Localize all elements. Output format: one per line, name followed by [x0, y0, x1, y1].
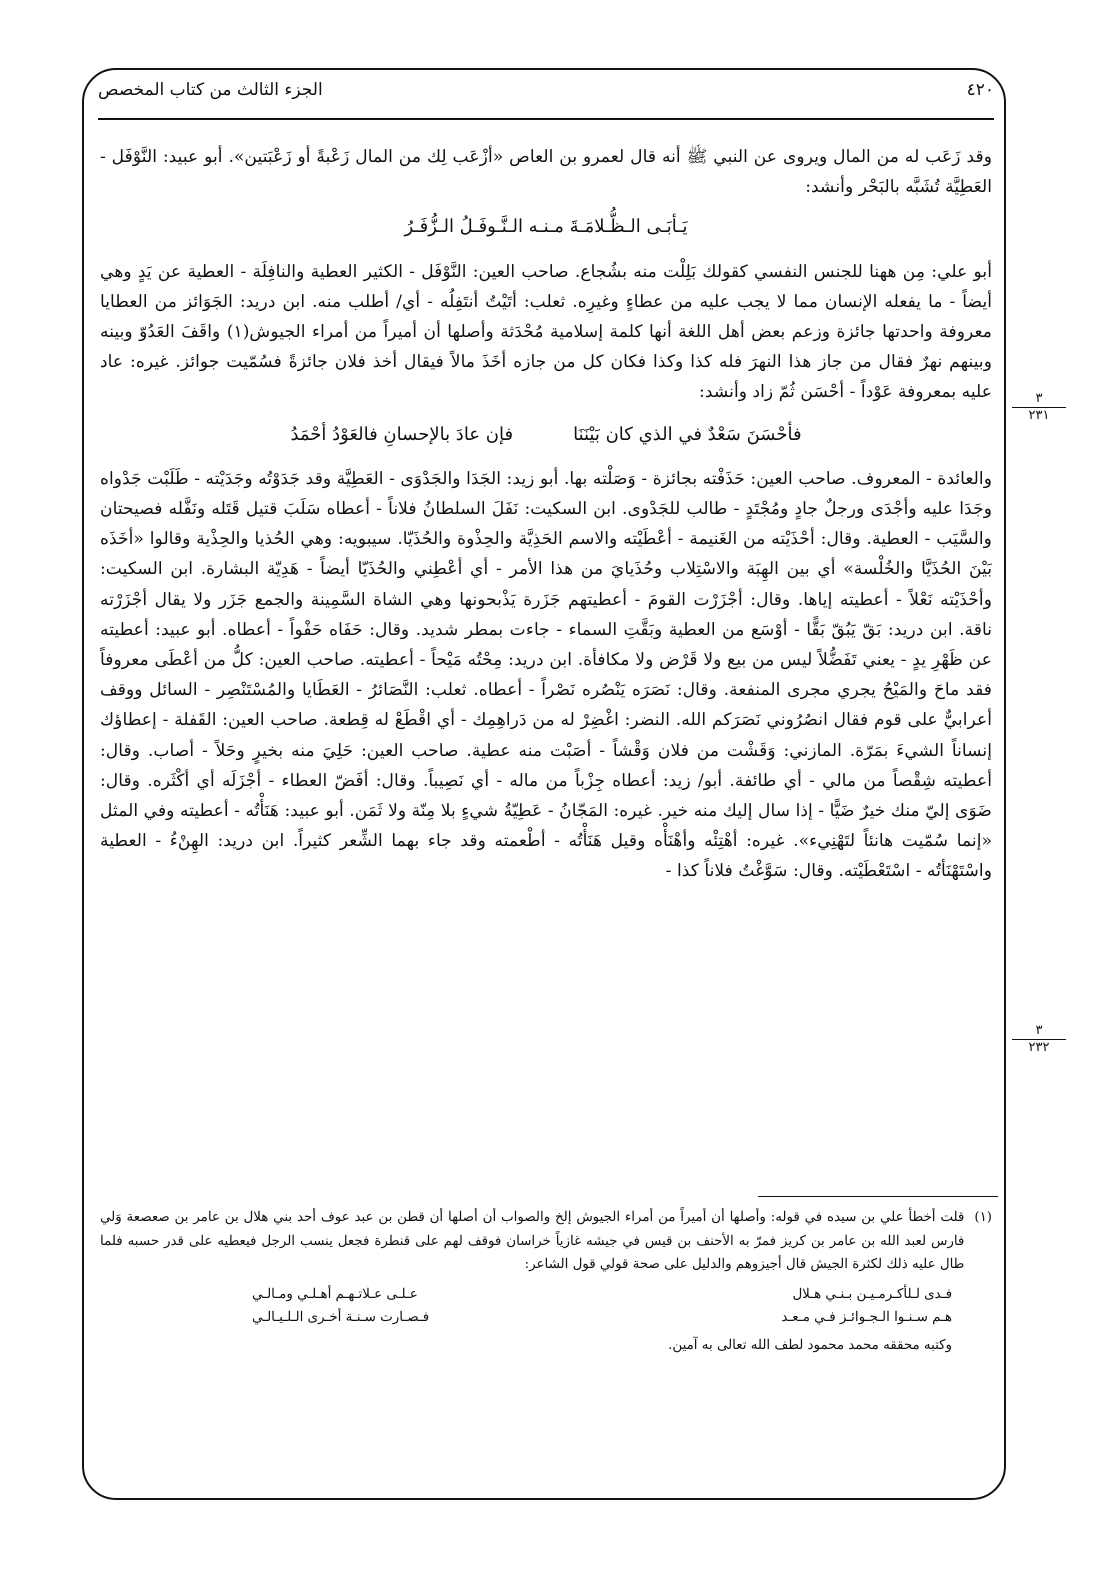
footnote-verse-line	[252, 1306, 952, 1330]
footnote-divider	[758, 1196, 998, 1197]
header-divider	[98, 118, 994, 120]
footnote-verses	[100, 1283, 992, 1330]
margin-note-part: ٣	[1012, 1024, 1066, 1040]
verse-couplet	[100, 420, 992, 450]
verse-line-1: يَـأبَـى الـظُّـلامَـةَ مـنـه الـنَّـوفَـلُ الـزُّفَـرُ	[404, 216, 688, 238]
running-header	[98, 80, 994, 112]
footnote-signature: وكتبه محققه محمد محمود لطف الله تعالى به آمين.	[668, 1337, 952, 1353]
page-number: ٤٢٠	[966, 80, 994, 100]
footnote-hemistich: هـم سـنـوا الـجـوائـز فـي مـعـد	[781, 1310, 952, 1325]
footnote-row	[100, 1206, 992, 1277]
footnote-verse-line	[252, 1283, 952, 1307]
paragraph-3: والعائدة - المعروف. صاحب العين: حَذَفْته بجائزة - وَصَلْته بها. أبو زيد: الجَدَا والجَدْوَى - العَطِيَّة وقد جَدَوْتُه وجَدَيْته - طَلَبْت جَدْواه وجَدَا عليه وأجْدَى ورجلٌ جادٍ ومُجْتَدٍ - طالب للجَدْوى. ابن السكيت: نَفَلَ السلطانُ فلاناً - أعطاه سَلَبَ قتيل قَتَله ونَفَّله فصيحتان والسَّيَب - العطية. وقال: أحْذَيْته من الغَنيمة - أعْطَيْته والاسم الحَذِيَّة والحِذْوة والحُذَيّا. سيبويه: وهي الحُذيا والحِذْية وقالوا «أخَذَه بَيْنَ الحُذَيَّا والخُلْسة» أي بين الهِبَة والاسْتِلاب وحُذَيايَ من هذا الأمر - أي أعْطِني والحُذَيّا أيضاً - هَدِيّة البشارة. ابن السكيت: وأحْذَيْته نَعْلاً - أعطيته إياها. وقال: أجْزَرْت القومَ - أعطيتهم جَزَرة يَذْبحونها وهي الشاة السَّمِينة والجمع جَزَر ولا يقال أجْزَرْته ناقة. ابن دريد: بَقّ يَبُقّ بَقًّا - أوْسَع من العطية وبَقَّتِ السماء - جاءت بمطر شديد. وقال: حَفَاه حَفْواً - أعطاه. أبو عبيد: أعطيته عن ظَهْرِ يدٍ - يعني تَفَضُّلاً ليس من بيع ولا قَرْض ولا مكافأة. ابن دريد: مِحْتُه مَيْحاً - أعطيته. صاحب العين: كلُّ من أعْطَى معروفاً فقد ماحَ والمَيْحُ يجري مجرى المنفعة. وقال: نَصَرَه يَنْصُره نَصْراً - أعطاه. ثعلب: النَّصَائرُ - العَطَايا والمُسْتَنْصِر - السائل ووقف أعرابيٌّ على قوم فقال انصُرُوني نَصَرَكم الله. النضر: اغْضِرْ له من دَراهِمِك - أي اقْطَعْ له قِطعة. صاحب العين: القَفلة - إعطاؤك إنساناً الشيءَ بمَرّة. المازني: وَقَشْت من فلان وَقْشاً - أصَبْت منه عطية. صاحب العين: حَلِيَ منه بخيرٍ وحَلاً - أصاب. وقال: أعطيته شِقْصاً من مالي - أي طائفة. أبو/ زيد: أعطاه جِزْباً من ماله - أي نَصِيباً. وقال: أفَضّ العطاء - أجْزَلَه أي أكْثَره. وقال: ضَوَى إليّ منك خيرٌ ضَيًّا - إذا سال إليك منه خير. غيره: المَجّانُ - عَطِيّةُ شيءٍ بلا مِنّة ولا ثَمَن. أبو عبيد: هَنَأْتُه - أعطيته وفي المثل «إنما سُمّيت هانئاً لتَهْنِيء». غيره: أهْتِئْه وأهْنَأْه وقيل هَنَأْتُه - أطْعمته وقد جاء بهما الشِّعر كثيراً. ابن دريد: الهِنْءُ - العطية واسْتَهْنَأتُه - اسْتَعْطَيْته. وقال: سَوَّغْتُ فلاناً كذا -	[100, 468, 992, 882]
margin-note-232	[1012, 1024, 1066, 1055]
margin-note-page: ٢٣١	[1028, 408, 1050, 423]
footnote-text: قلت أخطأ علي بن سيده في قوله: وأصلها أن أميراً من أمراء الجيوش إلخ والصواب أن أصلها أن قطن بن عبد عوف أحد بني هلال بن عامر بن صعصعة وَلي فارس لعبد الله بن عامر بن كريز فمرّ به الأحنف بن قيس في جيشه غازياً خراسان فوقف لهم على قنطرة فجعل ينسب الرجل فيعطيه على قدر حسبه فلما طال عليه ذلك لكثرة الجيش قال أجيزوهم والدليل على صحة قولي قول الشاعر:	[100, 1210, 965, 1272]
verse-hemistich-second: فإن عادَ بالإحسانِ فالعَوْدُ أحْمَدُ	[290, 423, 514, 445]
margin-note-part: ٣	[1012, 392, 1066, 408]
margin-note-page: ٢٣٢	[1028, 1040, 1050, 1055]
verse-hemistich-first: فأحْسَنَ سَعْدٌ في الذي كان بَيْنَنَا	[573, 423, 802, 445]
footnote-hemistich: فـدى لـلأكـرمـيـن بـنـي هـلال	[792, 1286, 952, 1302]
book-title: الجزء الثالث من كتاب المخصص	[98, 80, 323, 100]
footnote-number: (١)	[974, 1210, 992, 1225]
paragraph-2: أبو علي: مِن ههنا للجنس النفسي كقولك بَلِلْت منه بشُجاع. صاحب العين: النَّوْفَل - الكثير العطية والنافِلَة - العطية عن يَدٍ وهي أيضاً - ما يفعله الإنسان مما لا يجب عليه من عطاءٍ وغيرِه. ثعلب: أتَيْتُ أنتَفِلُه - أي/ أطلب منه. ابن دريد: الجَوَائز من العطايا معروفة واحدتها جائزة وزعم بعض أهل اللغة أنها كلمة إسلامية مُحْدَثة وأصلها أن أميراً من أمراء الجيوش(١) واقَفَ العَدُوّ وبينه وبينهم نهرٌ فقال من جاز هذا النهرَ فله كذا وكذا فكان كل من جازه أخَذَ مالاً فيقال أخذ فلان جائزةً فسُمّيت جوائز. غيره: عاد عليه بمعروفة عَوْداً - أحْسَن ثُمّ زاد وأنشد:	[100, 261, 992, 403]
footnote	[100, 1206, 992, 1357]
paragraph-1: وقد زَعَب له من المال ويروى عن النبي ﷺ أنه قال لعمرو بن العاص «أزْعَب لِك من المال زَعْبةً أو زَعْبَتين». أبو عبيد: النَّوْفَل - العَطِيَّة تُشَبَّه بالبَحْر وأنشد:	[100, 147, 992, 198]
margin-note-231	[1012, 392, 1066, 423]
footnote-hemistich: فـصـارت سـنـة أخـرى الـلـيـالـي	[252, 1310, 430, 1325]
main-text	[100, 142, 992, 887]
footnote-hemistich: عـلـى عـلاتـهـم أهـلـي ومـالـي	[252, 1286, 418, 1302]
